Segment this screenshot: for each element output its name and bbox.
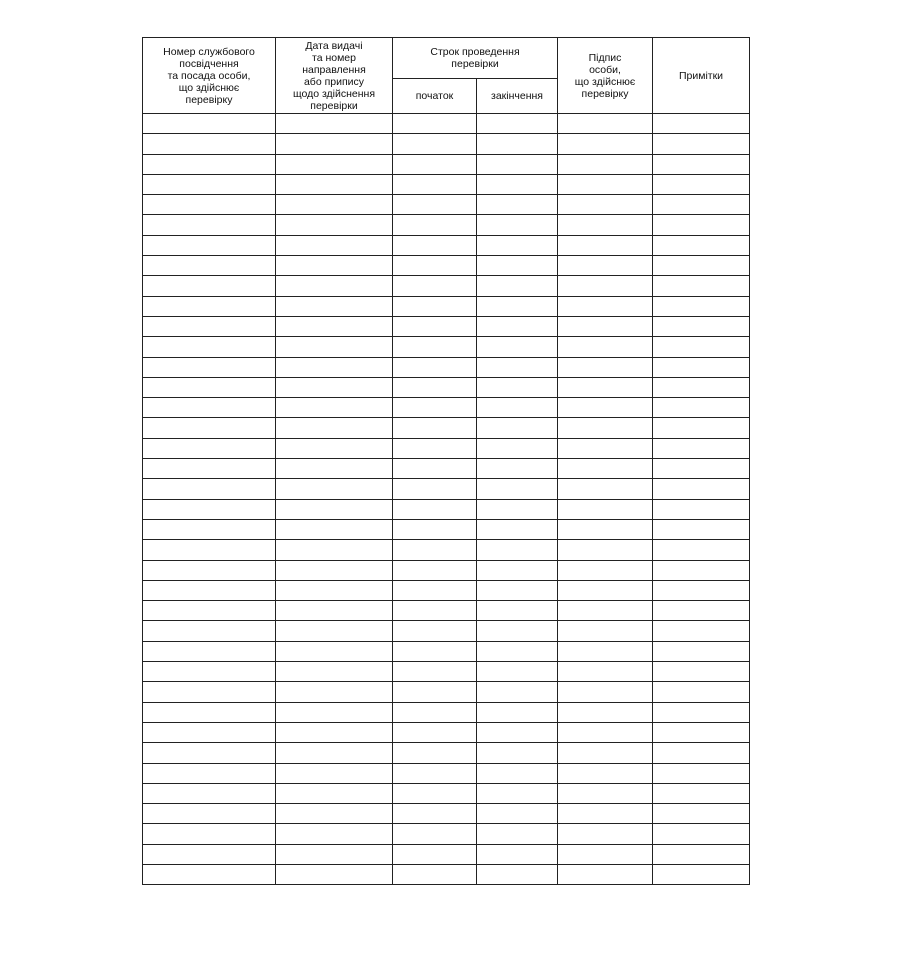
- header-notes: [653, 38, 750, 114]
- table-cell: [653, 174, 750, 194]
- table-row: [143, 316, 750, 336]
- table-cell: [653, 296, 750, 316]
- table-cell: [653, 114, 750, 134]
- table-cell: [393, 864, 477, 884]
- table-cell: [558, 114, 653, 134]
- table-cell: [558, 621, 653, 641]
- table-cell: [143, 276, 276, 296]
- table-cell: [143, 438, 276, 458]
- table-cell: [276, 479, 393, 499]
- header-credential-number-label: Номер службового посвідчення та посада особи, що здійснює перевірку: [163, 45, 255, 106]
- table-cell: [393, 580, 477, 600]
- table-cell: [477, 154, 558, 174]
- table-cell: [558, 540, 653, 560]
- table-cell: [276, 195, 393, 215]
- table-cell: [143, 316, 276, 336]
- table-cell: [653, 641, 750, 661]
- table-cell: [393, 499, 477, 519]
- table-cell: [276, 459, 393, 479]
- table-cell: [393, 296, 477, 316]
- table-cell: [653, 398, 750, 418]
- table-cell: [477, 864, 558, 884]
- table-cell: [653, 195, 750, 215]
- table-cell: [393, 682, 477, 702]
- table-cell: [477, 844, 558, 864]
- table-cell: [276, 804, 393, 824]
- table-row: [143, 459, 750, 479]
- table-row: [143, 560, 750, 580]
- table-cell: [276, 316, 393, 336]
- table-cell: [477, 276, 558, 296]
- table-row: [143, 296, 750, 316]
- table-cell: [143, 154, 276, 174]
- table-cell: [393, 134, 477, 154]
- table-row: [143, 215, 750, 235]
- header-signature: [558, 38, 653, 114]
- table-cell: [143, 763, 276, 783]
- table-row: [143, 357, 750, 377]
- table-cell: [276, 174, 393, 194]
- table-cell: [143, 682, 276, 702]
- table-cell: [653, 702, 750, 722]
- table-cell: [143, 621, 276, 641]
- table-cell: [477, 398, 558, 418]
- table-row: [143, 844, 750, 864]
- table-row: [143, 479, 750, 499]
- table-row: [143, 499, 750, 519]
- table-cell: [143, 702, 276, 722]
- table-cell: [143, 499, 276, 519]
- table-cell: [276, 499, 393, 519]
- table-cell: [276, 134, 393, 154]
- table-cell: [653, 519, 750, 539]
- table-cell: [276, 276, 393, 296]
- table-cell: [393, 195, 477, 215]
- table-row: [143, 174, 750, 194]
- table-cell: [653, 682, 750, 702]
- table-row: [143, 804, 750, 824]
- table-cell: [143, 601, 276, 621]
- table-cell: [477, 783, 558, 803]
- inspection-log-table: [142, 37, 750, 885]
- table-cell: [393, 601, 477, 621]
- table-cell: [276, 438, 393, 458]
- table-cell: [393, 418, 477, 438]
- table-row: [143, 418, 750, 438]
- table-cell: [558, 864, 653, 884]
- table-cell: [393, 276, 477, 296]
- table-cell: [477, 174, 558, 194]
- table-cell: [143, 256, 276, 276]
- table-cell: [143, 235, 276, 255]
- table-cell: [393, 540, 477, 560]
- table-cell: [276, 682, 393, 702]
- table-cell: [477, 763, 558, 783]
- table-row: [143, 195, 750, 215]
- table-cell: [558, 722, 653, 742]
- table-cell: [393, 154, 477, 174]
- table-cell: [143, 844, 276, 864]
- table-cell: [276, 560, 393, 580]
- table-row: [143, 377, 750, 397]
- table-row: [143, 276, 750, 296]
- table-cell: [477, 316, 558, 336]
- table-cell: [276, 215, 393, 235]
- table-cell: [653, 154, 750, 174]
- table-row: [143, 256, 750, 276]
- table-row: [143, 134, 750, 154]
- table-cell: [653, 499, 750, 519]
- table-row: [143, 519, 750, 539]
- table-cell: [143, 479, 276, 499]
- table-cell: [477, 479, 558, 499]
- table-cell: [393, 641, 477, 661]
- header-issue-date-label: Дата видачі та номер направлення або припису щодо здійснення перевірки: [292, 39, 376, 112]
- header-credential-number: [143, 38, 276, 114]
- table-cell: [393, 804, 477, 824]
- table-cell: [143, 722, 276, 742]
- table-cell: [477, 134, 558, 154]
- table-row: [143, 580, 750, 600]
- table-cell: [653, 459, 750, 479]
- table-cell: [276, 519, 393, 539]
- table-cell: [143, 195, 276, 215]
- table-cell: [558, 844, 653, 864]
- table-cell: [393, 357, 477, 377]
- table-cell: [477, 540, 558, 560]
- table-cell: [276, 296, 393, 316]
- table-cell: [393, 398, 477, 418]
- table-row: [143, 824, 750, 844]
- table-row: [143, 540, 750, 560]
- table-cell: [393, 215, 477, 235]
- table-row: [143, 154, 750, 174]
- table-cell: [558, 743, 653, 763]
- table-cell: [653, 357, 750, 377]
- table-cell: [393, 662, 477, 682]
- table-cell: [477, 519, 558, 539]
- table-cell: [393, 783, 477, 803]
- table-row: [143, 438, 750, 458]
- table-cell: [653, 418, 750, 438]
- table-cell: [653, 743, 750, 763]
- table-cell: [477, 296, 558, 316]
- table-cell: [653, 763, 750, 783]
- table-cell: [143, 662, 276, 682]
- table-cell: [477, 824, 558, 844]
- table-cell: [558, 296, 653, 316]
- table-cell: [143, 134, 276, 154]
- table-cell: [477, 560, 558, 580]
- table-cell: [477, 662, 558, 682]
- table-cell: [276, 621, 393, 641]
- table-cell: [558, 783, 653, 803]
- table-cell: [558, 499, 653, 519]
- header-row-top: [143, 38, 750, 79]
- table-cell: [276, 154, 393, 174]
- table-cell: [558, 459, 653, 479]
- table-cell: [276, 824, 393, 844]
- header-notes-label: Примітки: [678, 69, 724, 82]
- table-row: [143, 601, 750, 621]
- table-row: [143, 114, 750, 134]
- table-cell: [276, 743, 393, 763]
- table-cell: [393, 722, 477, 742]
- table-cell: [653, 479, 750, 499]
- table-cell: [653, 804, 750, 824]
- table-cell: [477, 215, 558, 235]
- table-cell: [558, 682, 653, 702]
- table-cell: [143, 337, 276, 357]
- table-row: [143, 662, 750, 682]
- table-cell: [653, 276, 750, 296]
- table-cell: [558, 824, 653, 844]
- table-cell: [393, 743, 477, 763]
- table-cell: [276, 357, 393, 377]
- table-cell: [393, 235, 477, 255]
- table-cell: [393, 702, 477, 722]
- table-cell: [558, 337, 653, 357]
- table-cell: [276, 641, 393, 661]
- table-cell: [653, 316, 750, 336]
- table-cell: [477, 418, 558, 438]
- table-cell: [276, 722, 393, 742]
- table-cell: [477, 580, 558, 600]
- table-cell: [143, 459, 276, 479]
- table-cell: [276, 662, 393, 682]
- table-cell: [477, 621, 558, 641]
- table-row: [143, 235, 750, 255]
- table-body: [143, 114, 750, 885]
- table-cell: [558, 560, 653, 580]
- table-cell: [558, 662, 653, 682]
- table-cell: [558, 580, 653, 600]
- table-cell: [558, 438, 653, 458]
- table-cell: [653, 662, 750, 682]
- table-cell: [477, 438, 558, 458]
- table-row: [143, 763, 750, 783]
- table-cell: [143, 864, 276, 884]
- table-cell: [558, 357, 653, 377]
- table-cell: [653, 337, 750, 357]
- table-cell: [477, 114, 558, 134]
- table-cell: [276, 601, 393, 621]
- table-cell: [393, 479, 477, 499]
- table-cell: [143, 804, 276, 824]
- table-cell: [558, 256, 653, 276]
- table-cell: [143, 560, 276, 580]
- table-row: [143, 398, 750, 418]
- table-cell: [143, 418, 276, 438]
- table-row: [143, 743, 750, 763]
- table-cell: [558, 479, 653, 499]
- table-cell: [393, 621, 477, 641]
- table-row: [143, 864, 750, 884]
- table-cell: [653, 540, 750, 560]
- table-cell: [477, 743, 558, 763]
- table-cell: [143, 580, 276, 600]
- table-cell: [558, 174, 653, 194]
- table-cell: [558, 519, 653, 539]
- table-cell: [393, 844, 477, 864]
- table-cell: [477, 195, 558, 215]
- table-cell: [558, 763, 653, 783]
- table-cell: [558, 134, 653, 154]
- table-cell: [143, 540, 276, 560]
- table-cell: [276, 398, 393, 418]
- header-signature-label: Підпис особи, що здійснює перевірку: [574, 51, 636, 100]
- table-cell: [393, 337, 477, 357]
- table-cell: [276, 783, 393, 803]
- table-cell: [477, 357, 558, 377]
- table-cell: [276, 337, 393, 357]
- table-cell: [558, 154, 653, 174]
- table-cell: [558, 316, 653, 336]
- table-cell: [558, 235, 653, 255]
- table-cell: [276, 114, 393, 134]
- table-cell: [653, 601, 750, 621]
- table-cell: [393, 519, 477, 539]
- table-cell: [653, 256, 750, 276]
- table-cell: [477, 722, 558, 742]
- table-cell: [477, 702, 558, 722]
- table-cell: [143, 398, 276, 418]
- header-inspection-period-label: Строк проведення перевірки: [430, 46, 520, 70]
- table-cell: [393, 824, 477, 844]
- table-cell: [653, 864, 750, 884]
- table-cell: [653, 235, 750, 255]
- table-cell: [143, 641, 276, 661]
- table-cell: [477, 682, 558, 702]
- table-cell: [143, 824, 276, 844]
- table-cell: [276, 235, 393, 255]
- table-cell: [477, 235, 558, 255]
- table-cell: [143, 377, 276, 397]
- table-cell: [276, 256, 393, 276]
- table-cell: [393, 174, 477, 194]
- header-period-start-label: початок: [415, 90, 454, 102]
- table-cell: [558, 601, 653, 621]
- header-period-end: [477, 79, 558, 114]
- table-cell: [653, 134, 750, 154]
- table-cell: [477, 601, 558, 621]
- table-cell: [558, 195, 653, 215]
- table-cell: [393, 763, 477, 783]
- table-cell: [276, 763, 393, 783]
- table-cell: [558, 377, 653, 397]
- header-issue-date: [276, 38, 393, 114]
- table-cell: [477, 804, 558, 824]
- table-cell: [653, 580, 750, 600]
- table-cell: [143, 215, 276, 235]
- table-cell: [276, 418, 393, 438]
- table-cell: [558, 418, 653, 438]
- table-cell: [477, 377, 558, 397]
- table-row: [143, 621, 750, 641]
- table-cell: [276, 844, 393, 864]
- table-cell: [143, 174, 276, 194]
- header-period-start: [393, 79, 477, 114]
- table-cell: [558, 641, 653, 661]
- table-cell: [143, 357, 276, 377]
- table-cell: [653, 438, 750, 458]
- table-cell: [143, 743, 276, 763]
- table-cell: [653, 560, 750, 580]
- header-period-end-label: закінчення: [491, 90, 543, 102]
- table-cell: [143, 296, 276, 316]
- table-row: [143, 682, 750, 702]
- table-cell: [393, 256, 477, 276]
- table-cell: [393, 316, 477, 336]
- table-cell: [143, 783, 276, 803]
- table-row: [143, 641, 750, 661]
- table-row: [143, 722, 750, 742]
- table-row: [143, 702, 750, 722]
- table-cell: [393, 459, 477, 479]
- table-cell: [393, 438, 477, 458]
- table-cell: [653, 722, 750, 742]
- table-cell: [558, 215, 653, 235]
- table-cell: [143, 519, 276, 539]
- table-cell: [477, 256, 558, 276]
- table-cell: [477, 459, 558, 479]
- table-cell: [558, 276, 653, 296]
- table-cell: [276, 540, 393, 560]
- table-cell: [393, 114, 477, 134]
- table-cell: [477, 337, 558, 357]
- table-cell: [276, 864, 393, 884]
- table-cell: [653, 824, 750, 844]
- table-cell: [653, 377, 750, 397]
- table-cell: [477, 641, 558, 661]
- header-inspection-period: [393, 38, 558, 79]
- table-cell: [653, 783, 750, 803]
- table-cell: [393, 560, 477, 580]
- table-row: [143, 337, 750, 357]
- table-row: [143, 783, 750, 803]
- table-cell: [558, 702, 653, 722]
- table-cell: [276, 377, 393, 397]
- table-cell: [276, 702, 393, 722]
- table-cell: [558, 398, 653, 418]
- table-cell: [143, 114, 276, 134]
- table-cell: [393, 377, 477, 397]
- table-cell: [558, 804, 653, 824]
- table-cell: [653, 621, 750, 641]
- table-cell: [276, 580, 393, 600]
- table-cell: [653, 215, 750, 235]
- table-cell: [477, 499, 558, 519]
- table-cell: [653, 844, 750, 864]
